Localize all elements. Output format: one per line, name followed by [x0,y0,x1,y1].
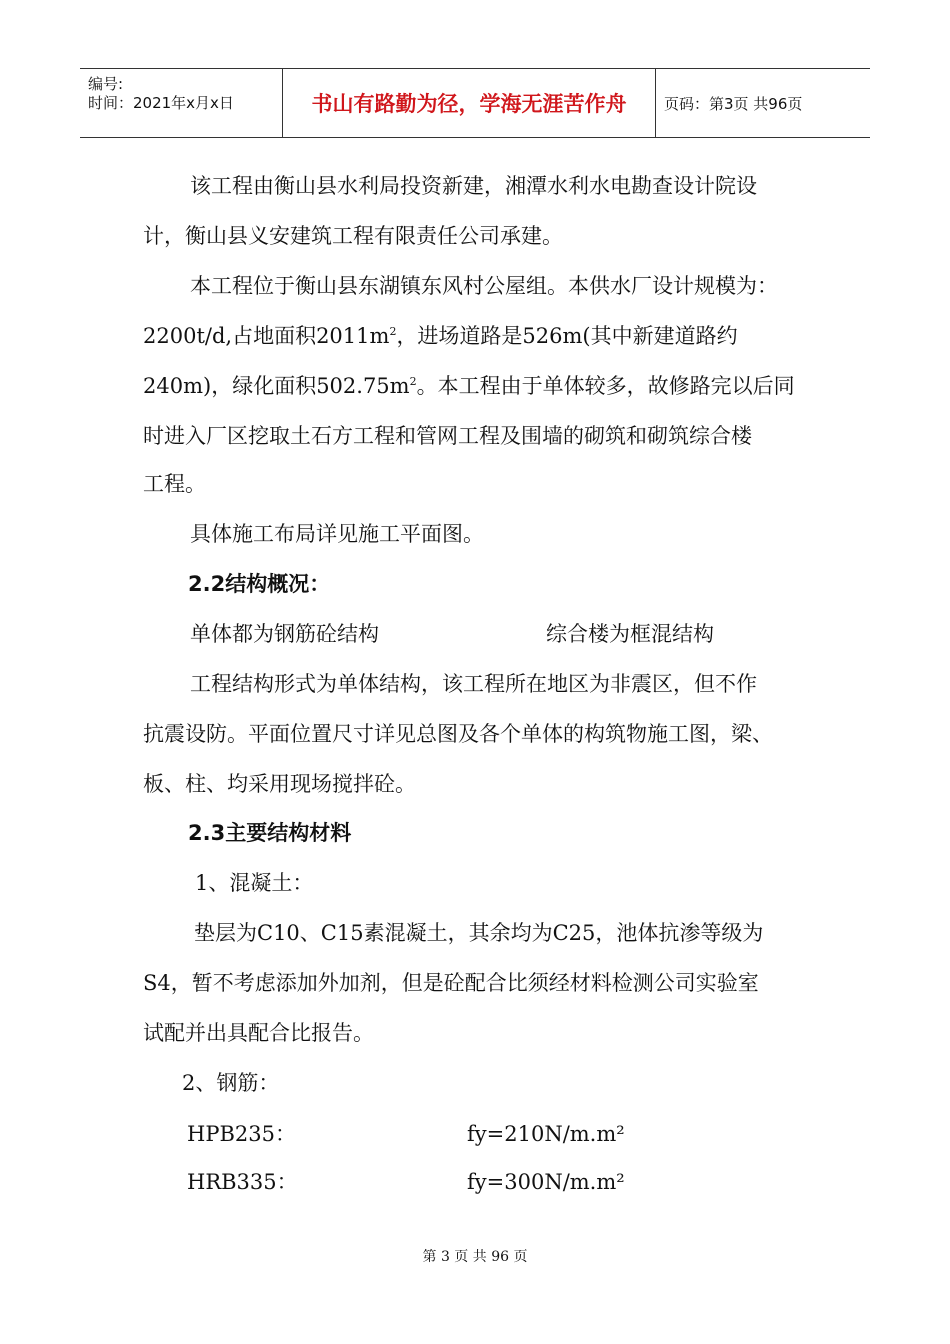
doc-number-label: 编号: [88,75,124,93]
rebar-grade: HPB235： [187,1122,296,1146]
header-meta [80,69,283,137]
rebar-strength: fy=210N/m.m² [467,1122,625,1146]
superscript: 2 [389,325,397,338]
paragraph-line: 工程结构形式为单体结构，该工程所在地区为非震区，但不作 [190,672,757,696]
rebar-grade: HRB335： [187,1170,298,1194]
paragraph-line [143,372,795,400]
page-header [80,68,870,138]
paragraph-line: 垫层为C10、C15素混凝土，其余均为C25，池体抗渗等级为 [194,921,764,945]
paragraph-line: 抗震设防。平面位置尺寸详见总图及各个单体的构筑物施工图，梁、 [143,722,773,746]
rebar-strength: fy=300N/m.m² [467,1170,625,1194]
superscript: 2 [409,375,417,388]
paragraph-line: 时进入厂区挖取土石方工程和管网工程及围墙的砌筑和砌筑综合楼 [143,424,752,448]
paragraph-line [143,322,738,350]
text-span: 。本工程由于单体较多，故修路完以后同 [416,374,795,398]
material-heading: 2、钢筋： [182,1071,280,1095]
paragraph-line: 工程。 [143,472,206,496]
material-heading: 1、混凝土： [195,871,314,895]
paragraph-line: 计，衡山县义安建筑工程有限责任公司承建。 [143,224,563,248]
paragraph-line: S4，暂不考虑添加外加剂，但是砼配合比须经材料检测公司实验室 [143,971,759,995]
paragraph-line: 具体施工布局详见施工平面图。 [190,522,484,546]
page-footer: 第 3 页 共 96 页 [422,1249,528,1265]
text-span: 240m)，绿化面积502.75m [143,374,410,398]
header-page-info: 页码：第3页 共96页 [664,94,803,113]
section-heading: 2.2结构概况： [188,572,331,596]
paragraph-line: 本工程位于衡山县东湖镇东风村公屋组。本供水厂设计规模为： [190,274,778,298]
text-span: ，进场道路是526m(其中新建道路约 [396,324,738,348]
paragraph-line: 板、柱、均采用现场搅拌砼。 [143,772,416,796]
text-span: 2200t/d,占地面积2011m [143,324,390,348]
structure-item: 单体都为钢筋砼结构 [190,622,379,646]
paragraph-line: 试配并出具配合比报告。 [143,1021,374,1045]
structure-item: 综合楼为框混结构 [546,622,714,646]
section-heading: 2.3主要结构材料 [188,821,352,845]
paragraph-line: 该工程由衡山县水利局投资新建，湘潭水利水电勘查设计院设 [190,174,757,198]
doc-date-label: 时间：2021年x月x日 [88,94,234,112]
header-motto: 书山有路勤为径，学海无涯苦作舟 [283,69,656,137]
